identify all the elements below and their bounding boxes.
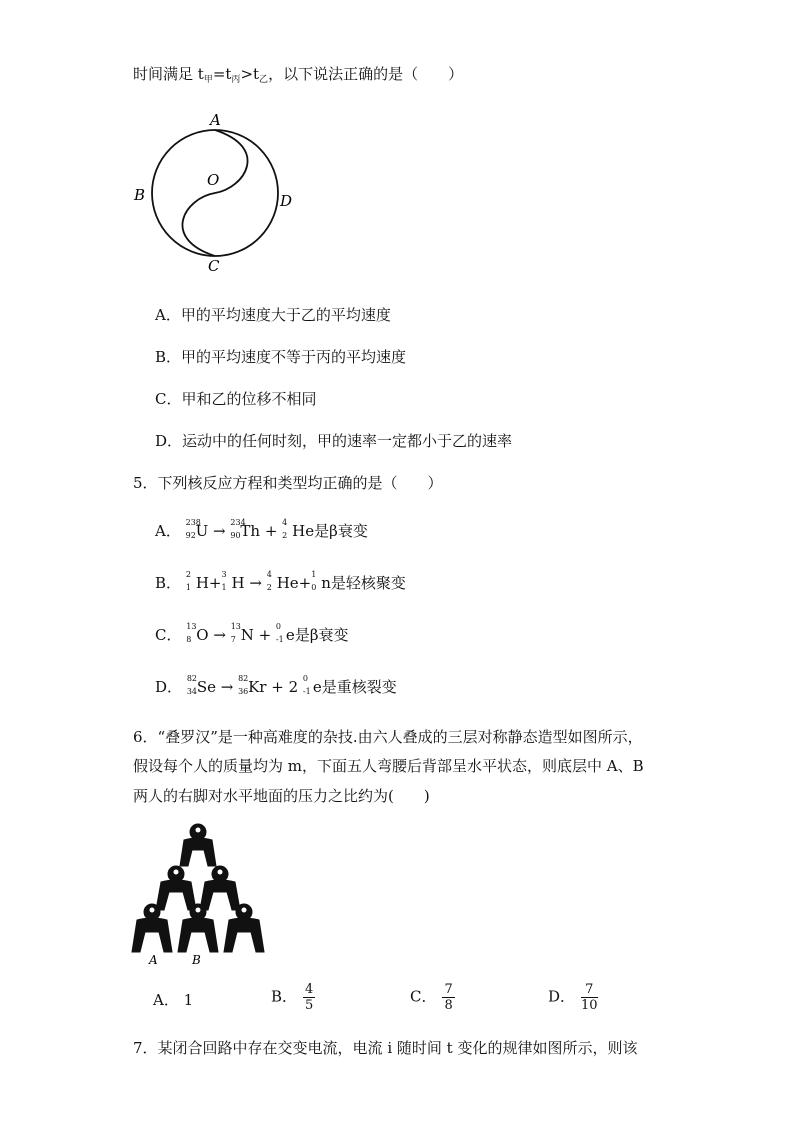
q6-option-c: C． $\frac{7}{8}$ [410, 982, 453, 1013]
q4-option-a: A．甲的平均速度大于乙的平均速度 [155, 306, 391, 324]
nuclide-e-beta: 0 -1 e [275, 622, 295, 644]
q7-stem: 7．某闭合回路中存在交变电流，电流 i 随时间 t 变化的规律如图所示，则该 [133, 1039, 638, 1057]
q6-option-d: D． $\frac{7}{10}$ [548, 982, 598, 1013]
q6-option-a: A． 1 [153, 991, 194, 1009]
nuclide-e-beta2: 0 -1 e [302, 674, 322, 696]
nuclide-th234: 234 90 Th [230, 518, 261, 540]
q4-sub-jia: 甲 [203, 75, 213, 85]
label-C: C [208, 257, 220, 275]
q4-sub-bing: 丙 [231, 75, 241, 85]
label-B: B [134, 186, 146, 204]
q4-gt: >t [240, 65, 260, 83]
nuclide-h3: 3 1 H [221, 570, 245, 592]
q6-stem-line2: 假设每个人的质量均为 m，下面五人弯腰后背部呈水平状态，则底层中 A、B [133, 757, 644, 775]
s-curve-path [182, 130, 247, 256]
nuclide-he4b: 4 2 He [266, 570, 299, 592]
nuclide-o13: 13 8 O [186, 622, 209, 644]
nuclide-n1: 1 0 n [311, 570, 331, 592]
q4-eq: =t [212, 65, 232, 83]
human-pyramid-figure [128, 818, 268, 968]
nuclide-u238: 238 92 U [185, 518, 209, 540]
label-D: D [280, 192, 293, 210]
q4-option-d: D．运动中的任何时刻，甲的速率一定都小于乙的速率 [155, 432, 513, 450]
nuclide-se82: 82 34 Se [186, 674, 216, 696]
q5-stem: 5．下列核反应方程和类型均正确的是（ ） [133, 474, 443, 492]
q4-stem-pre: 时间满足 t [133, 65, 204, 83]
nuclide-he4: 4 2 He [282, 518, 315, 540]
q5-option-d: D． 82 34 Se → 82 36 Kr + 2 0 -1 e是重核裂变 [155, 674, 397, 696]
q5-option-c: C． 13 8 O → 13 7 N + 0 -1 e是β衰变 [155, 622, 349, 644]
q6-stem-line1: 6．“叠罗汉”是一种高难度的杂技.由六人叠成的三层对称静态造型如图所示， [133, 728, 643, 746]
nuclide-kr82: 82 36 Kr [238, 674, 267, 696]
q5-option-a: A． 238 92 U → 234 90 Th + 4 2 He是β衰变 [155, 518, 368, 540]
nuclide-h2: 2 1 H [185, 570, 209, 592]
q4-option-b: B．甲的平均速度不等于丙的平均速度 [155, 348, 407, 366]
nuclide-n13: 13 7 N [230, 622, 254, 644]
q6-option-b: B． $\frac{4}{5}$ [271, 982, 314, 1013]
label-A: A [210, 111, 221, 129]
q4-option-c: C．甲和乙的位移不相同 [155, 390, 317, 408]
q6-stem-line3: 两人的右脚对水平地面的压力之比约为( ) [133, 787, 430, 805]
q4-stem [133, 64, 463, 90]
q4-stem-post: ，以下说法正确的是（ ） [268, 65, 464, 83]
q4-circle-figure [130, 108, 300, 278]
label-O: O [207, 171, 220, 189]
q4-sub-yi: 乙 [259, 75, 269, 85]
label-A-person: A [149, 953, 158, 967]
q5-option-b: B． 2 1 H+ 3 1 H → 4 2 He+ 1 0 n是轻核聚变 [155, 570, 406, 592]
label-B-person: B [192, 953, 201, 967]
